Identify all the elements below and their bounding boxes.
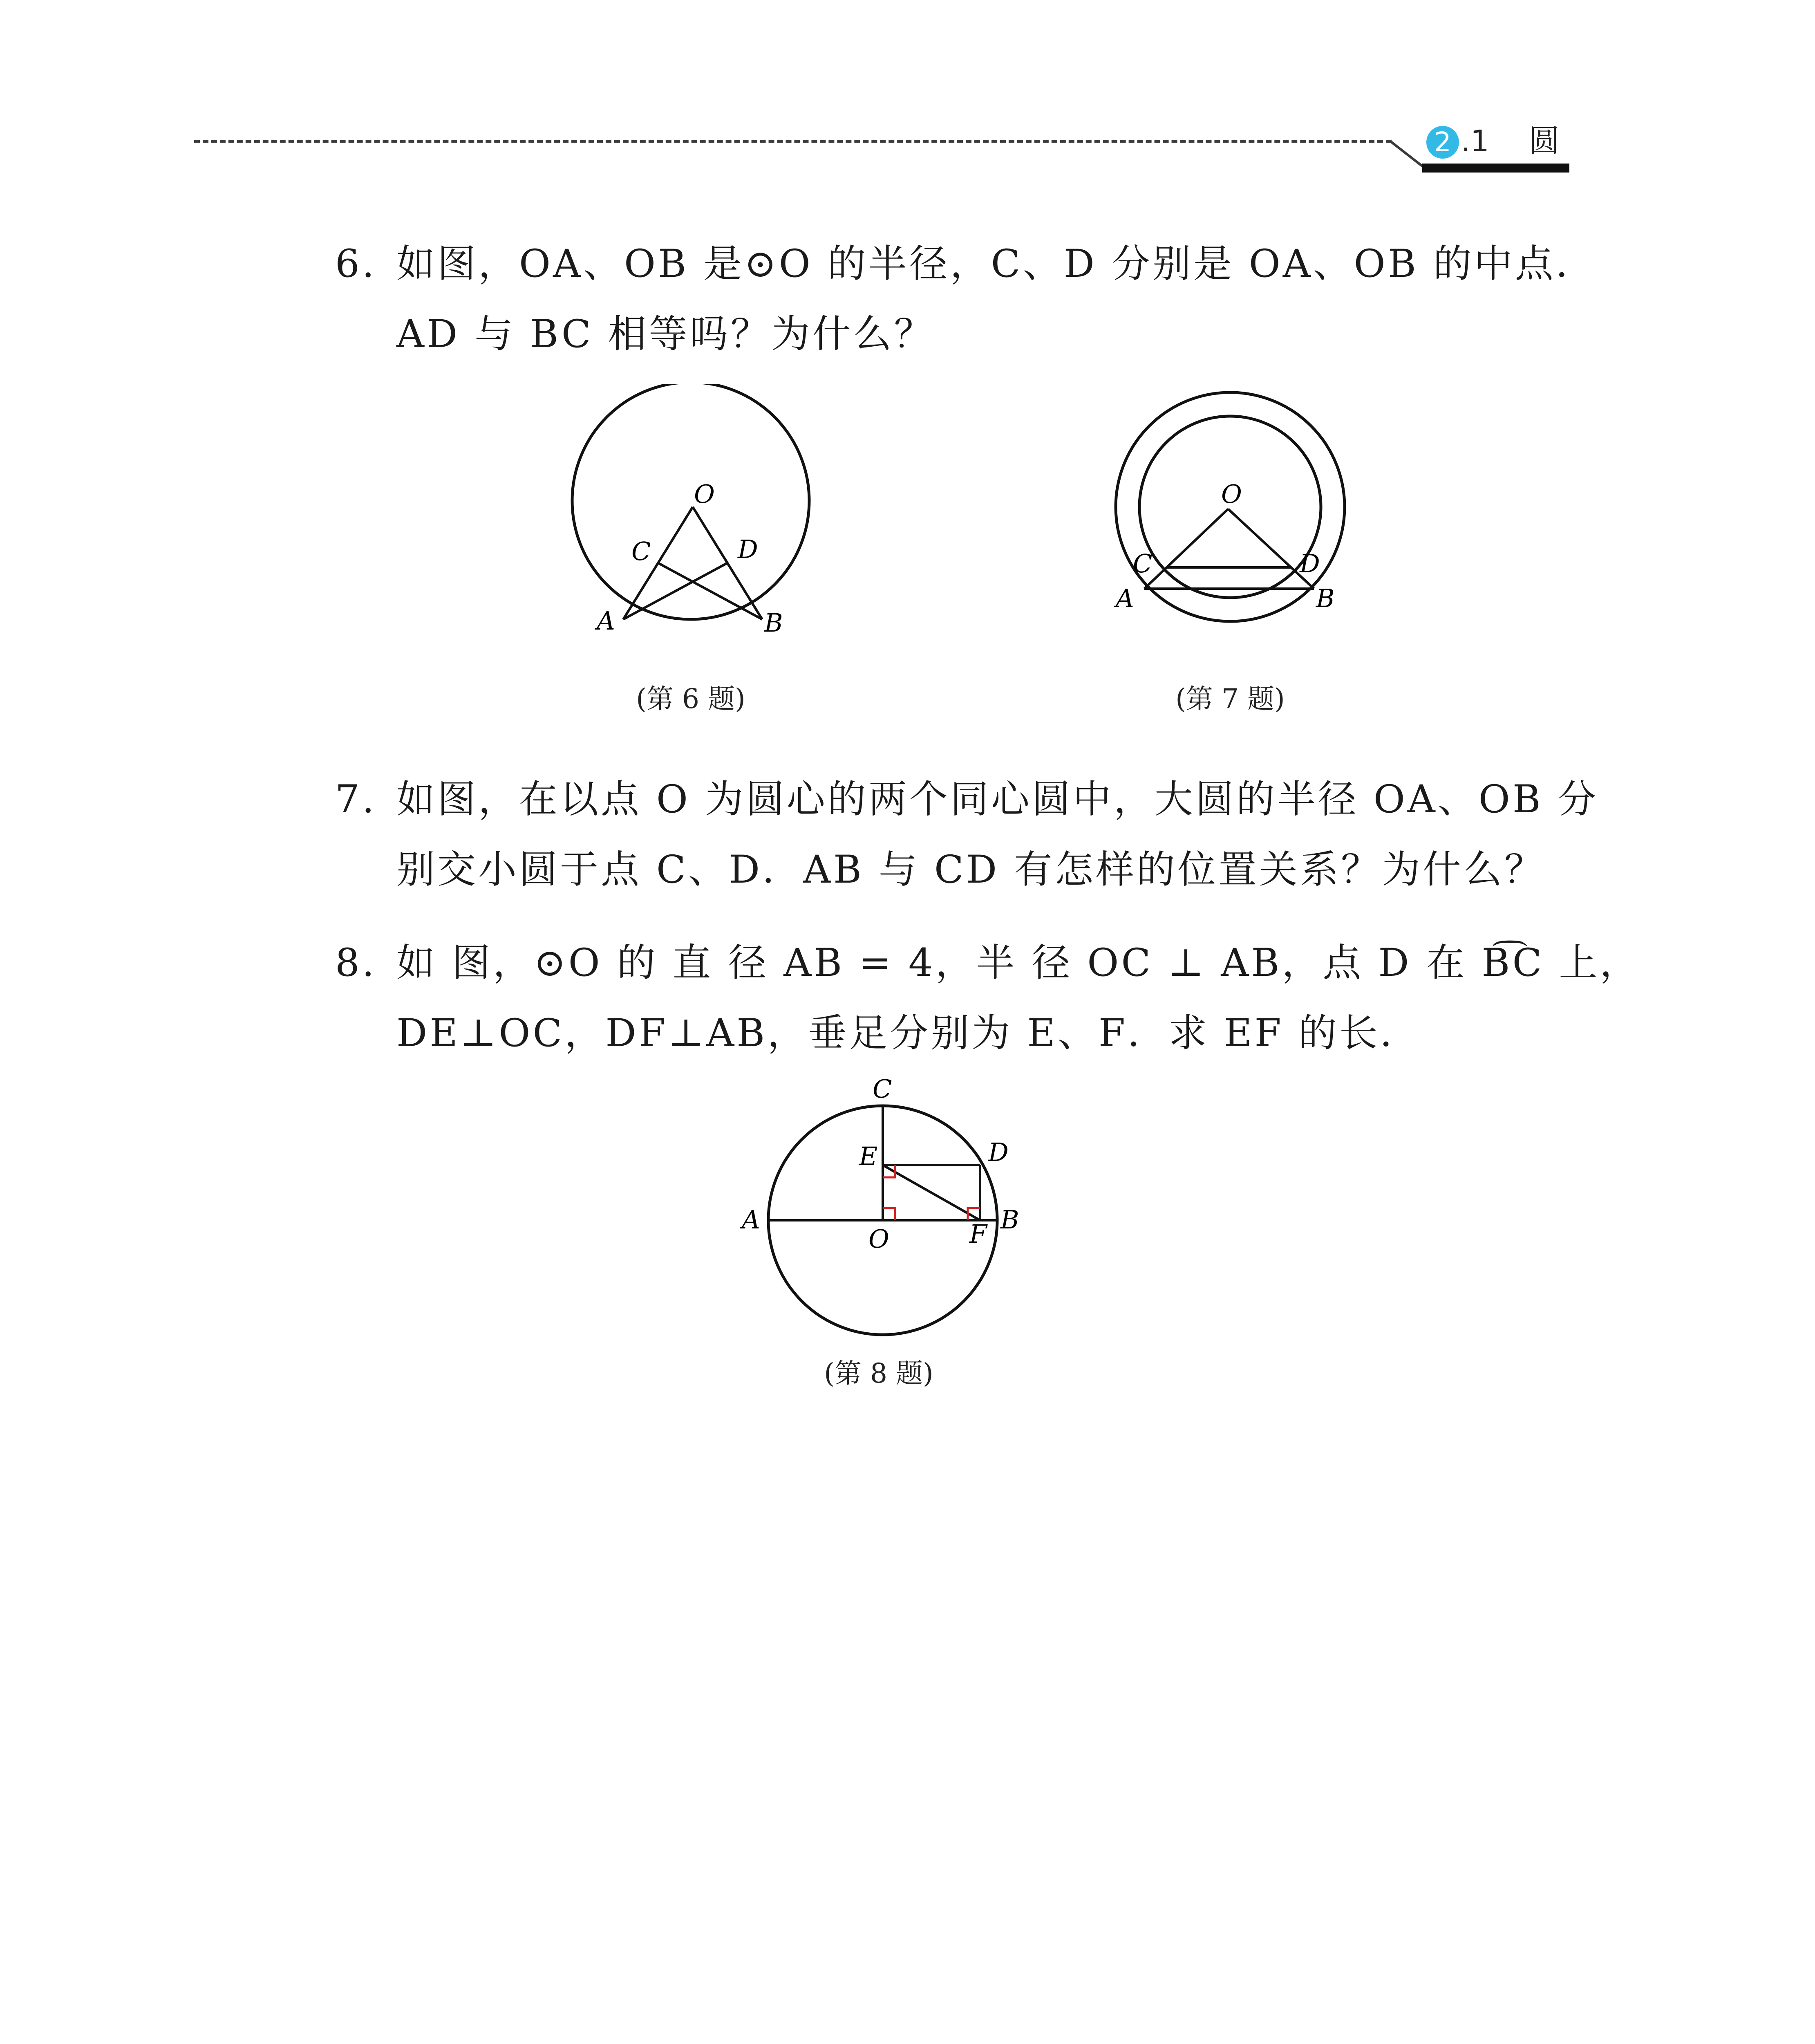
problem-text-line: AD 与 BC 相等吗？为什么？: [396, 312, 935, 356]
label-o: O: [868, 1224, 889, 1254]
segment-ef: [883, 1165, 980, 1220]
label-b: B: [1000, 1205, 1019, 1235]
label-o: O: [694, 479, 715, 509]
label-c: C: [1133, 549, 1153, 578]
label-d: D: [1300, 549, 1320, 578]
problem-text-line: 如图，在以点 O 为圆心的两个同心圆中，大圆的半径 OA、OB 分: [396, 777, 1599, 822]
problem-text-line: 别交小圆于点 C、D．AB 与 CD 有怎样的位置关系？为什么？: [396, 847, 1546, 892]
figure-7: [1087, 384, 1373, 646]
header-dashed-rule: [194, 140, 1392, 143]
header-underline: [1422, 164, 1569, 173]
label-e: E: [859, 1141, 878, 1171]
figure-6: [548, 384, 817, 646]
problem-text-line: 如 图，⊙O 的 直 径 AB = 4，半 径 OC ⊥ AB，点 D 在 B͡C 上，: [396, 941, 1641, 985]
section-number: .1: [1461, 124, 1489, 158]
problem-number: 6.: [335, 242, 377, 286]
section-badge: 2: [1426, 126, 1459, 159]
label-b: B: [764, 608, 783, 638]
label-f: F: [969, 1219, 987, 1249]
right-angle-mark-o: [883, 1208, 895, 1220]
label-d: D: [988, 1137, 1009, 1167]
section-title: 圆: [1529, 123, 1560, 159]
figure-6-caption: (第 6 题): [636, 683, 745, 715]
label-a: A: [742, 1205, 760, 1235]
figure-8: [727, 1063, 1038, 1341]
problem-number: 8.: [335, 941, 377, 985]
figure-8-caption: (第 8 题): [824, 1358, 933, 1389]
label-b: B: [1316, 583, 1335, 613]
problem-text-line: 如图，OA、OB 是⊙O 的半径，C、D 分别是 OA、OB 的中点．: [396, 242, 1597, 286]
label-c: C: [631, 536, 651, 566]
figure-7-caption: (第 7 题): [1175, 683, 1285, 715]
problem-text-line: DE⊥OC，DF⊥AB，垂足分别为 E、F．求 EF 的长．: [396, 1011, 1421, 1056]
label-a: A: [597, 606, 615, 636]
label-d: D: [738, 534, 758, 564]
label-c: C: [873, 1074, 892, 1104]
radius-oa: [1144, 509, 1228, 589]
problem-number: 7.: [335, 777, 377, 822]
label-a: A: [1116, 583, 1134, 613]
label-o: O: [1221, 479, 1242, 509]
